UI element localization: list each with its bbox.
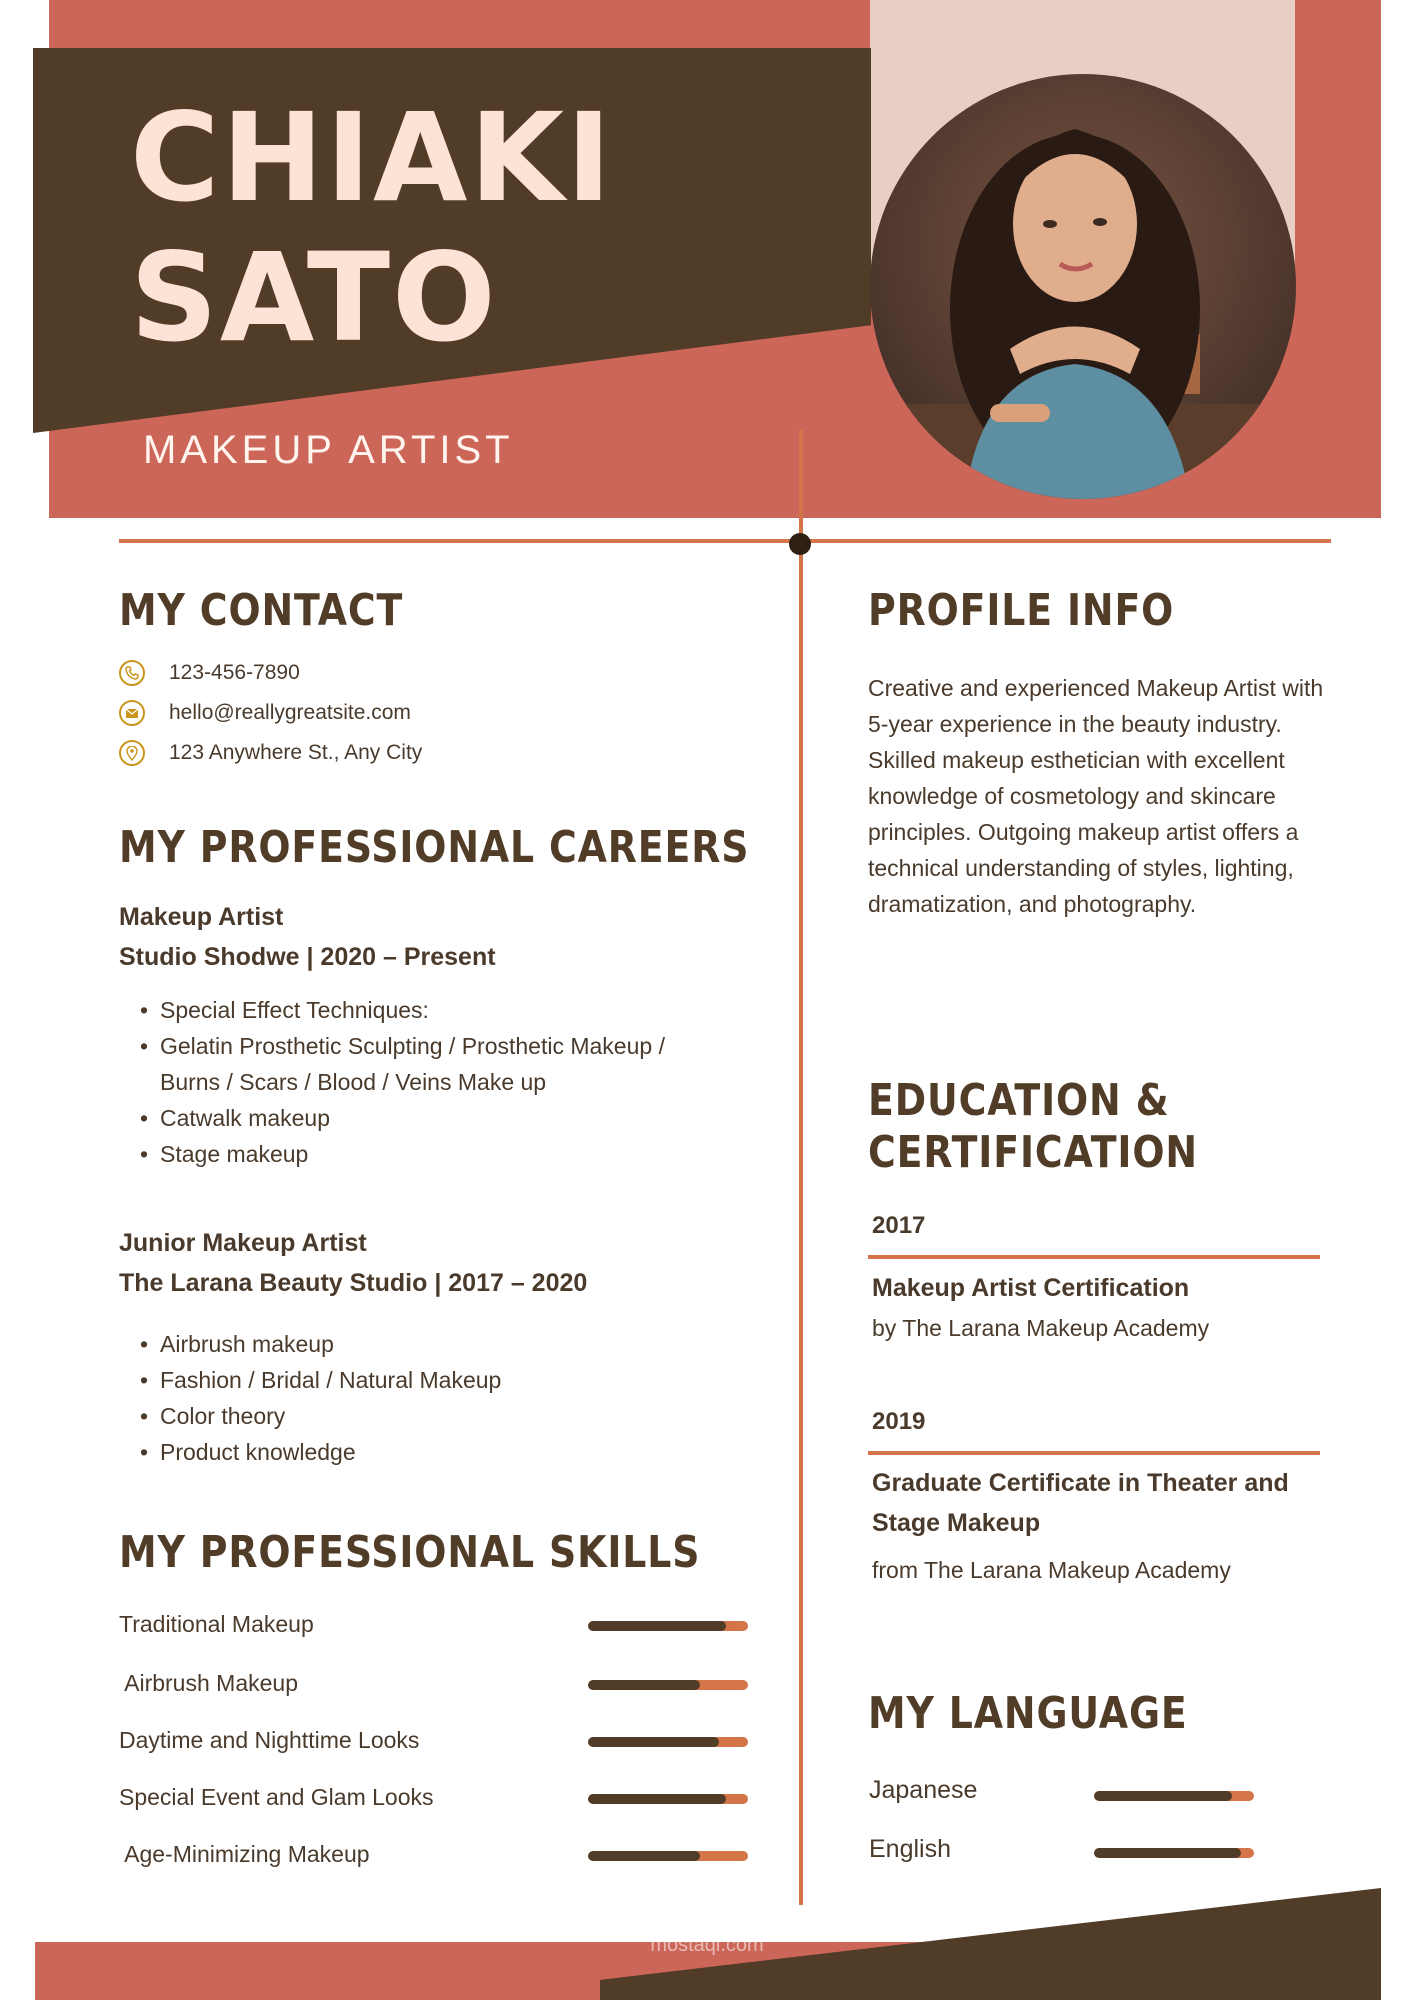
job-1-header — [119, 897, 496, 977]
language-bar — [1094, 1791, 1254, 1801]
job-1-bullets — [140, 992, 700, 1172]
skill-bar — [588, 1794, 748, 1804]
location-icon — [119, 740, 145, 766]
education-heading-line1: EDUCATION & — [868, 1075, 1170, 1126]
portrait-illustration — [870, 74, 1296, 499]
language-name: English — [869, 1835, 951, 1863]
job-2-title: Junior Makeup Artist — [119, 1229, 367, 1257]
skill-bar-fill — [588, 1851, 700, 1861]
skill-bar — [588, 1680, 748, 1690]
job-1-title: Makeup Artist — [119, 903, 284, 931]
education-1-divider — [868, 1255, 1320, 1259]
profile-text: Creative and experienced Makeup Artist with 5-year experience in the beauty industry. Skilled makeup esthetician with excellent knowledge of cosmetology and skincare principles. Outgoing makeup artist offers a technical understanding of styles, lighting, dramatization, and photography. — [868, 675, 1324, 917]
full-name — [130, 88, 613, 368]
list-item: • Color theory — [140, 1398, 700, 1434]
skill-bar-fill — [588, 1621, 726, 1631]
education-2-year: 2019 — [872, 1408, 926, 1435]
list-item: • Special Effect Techniques: — [140, 992, 700, 1028]
profile-photo — [870, 74, 1296, 499]
education-2-title: Graduate Certificate in Theater and Stage Makeup — [872, 1469, 1289, 1537]
contact-address-row — [119, 740, 422, 766]
job-1-company: Studio Shodwe | 2020 – Present — [119, 943, 496, 971]
contact-heading: MY CONTACT — [119, 585, 404, 636]
skill-bar-fill — [588, 1737, 719, 1747]
skill-bar — [588, 1621, 748, 1631]
list-item: • Stage makeup — [140, 1136, 700, 1172]
skill-name: Age-Minimizing Makeup — [119, 1841, 370, 1867]
language-name: Japanese — [869, 1776, 978, 1804]
watermark-logo: مستقل — [633, 1889, 781, 1935]
language-heading: MY LANGUAGE — [868, 1688, 1188, 1739]
skill-name: Daytime and Nighttime Looks — [119, 1727, 420, 1753]
language-bar-fill — [1094, 1791, 1232, 1801]
contact-phone[interactable]: 123-456-7890 — [169, 661, 300, 684]
education-2-divider — [868, 1451, 1320, 1455]
contact-email-row — [119, 700, 411, 726]
education-1-year: 2017 — [872, 1212, 926, 1239]
skill-bar — [588, 1851, 748, 1861]
education-heading — [868, 1075, 1198, 1179]
contact-phone-row — [119, 660, 300, 686]
watermark — [622, 1890, 792, 1956]
education-heading-line2: CERTIFICATION — [868, 1127, 1198, 1178]
last-name: SATO — [130, 227, 498, 369]
email-icon — [119, 700, 145, 726]
list-item: • Airbrush makeup — [140, 1326, 700, 1362]
watermark-url: mostaql.com — [650, 1934, 764, 1956]
job-2-bullets — [140, 1326, 700, 1470]
skill-name: Special Event and Glam Looks — [119, 1784, 434, 1810]
skill-bar-fill — [588, 1680, 700, 1690]
list-item: • Catwalk makeup — [140, 1100, 700, 1136]
contact-address: 123 Anywhere St., Any City — [169, 741, 423, 764]
first-name: CHIAKI — [130, 87, 614, 229]
contact-email[interactable]: hello@reallygreatsite.com — [169, 701, 411, 724]
education-1-issuer: by The Larana Makeup Academy — [872, 1315, 1210, 1341]
job-2-company: The Larana Beauty Studio | 2017 – 2020 — [119, 1269, 588, 1297]
education-2-issuer: from The Larana Makeup Academy — [872, 1557, 1231, 1583]
skill-bar-fill — [588, 1794, 726, 1804]
divider-dot — [789, 533, 811, 555]
phone-icon — [119, 660, 145, 686]
language-bar-fill — [1094, 1848, 1241, 1858]
skill-bar — [588, 1737, 748, 1747]
job-title: MAKEUP ARTIST — [143, 428, 514, 472]
list-item: • Fashion / Bridal / Natural Makeup — [140, 1362, 700, 1398]
vertical-divider — [799, 430, 803, 1905]
skills-heading: MY PROFESSIONAL SKILLS — [119, 1527, 701, 1578]
skill-name: Airbrush Makeup — [119, 1670, 298, 1696]
language-bar — [1094, 1848, 1254, 1858]
education-1-title: Makeup Artist Certification — [872, 1274, 1190, 1302]
list-item: • Product knowledge — [140, 1434, 700, 1470]
profile-heading: PROFILE INFO — [868, 585, 1175, 636]
job-2-header — [119, 1223, 587, 1303]
list-item: • Gelatin Prosthetic Sculpting / Prosthetic Makeup / Burns / Scars / Blood / Veins Make up — [140, 1028, 700, 1100]
careers-heading: MY PROFESSIONAL CAREERS — [119, 822, 750, 873]
skill-name: Traditional Makeup — [119, 1611, 314, 1637]
horizontal-divider — [119, 539, 1331, 543]
